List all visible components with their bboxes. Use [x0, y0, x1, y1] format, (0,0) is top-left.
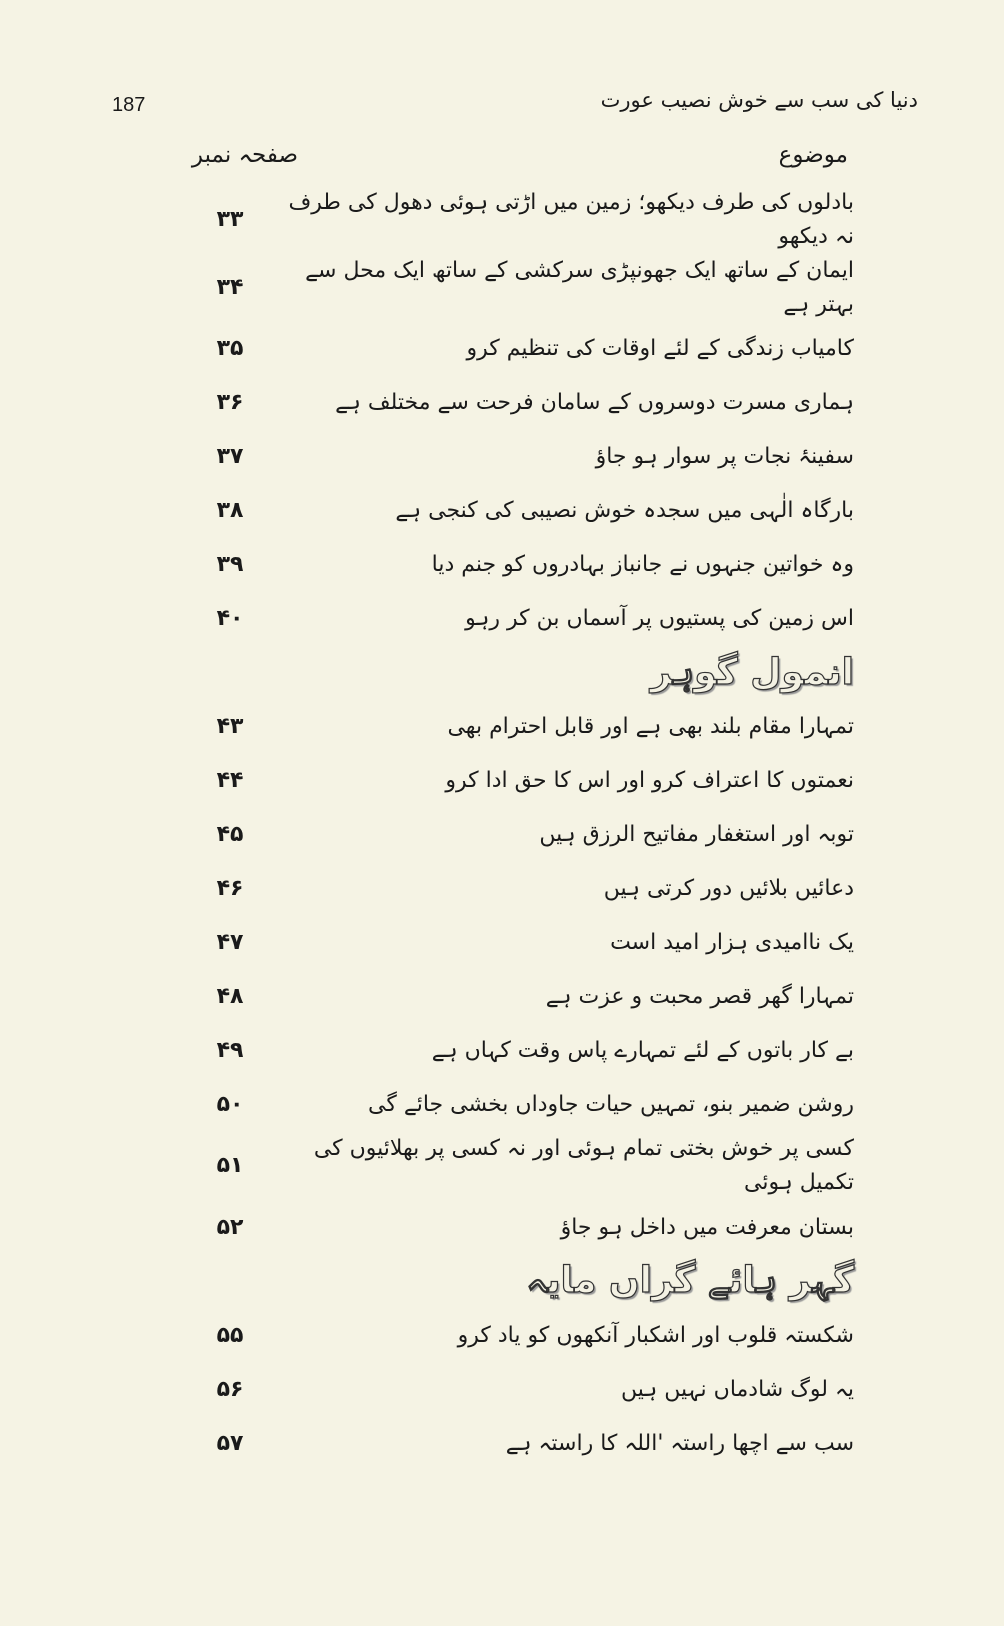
section-heading: گہر ہائے گراں مایہ: [525, 1260, 854, 1302]
toc-entry-page: ۴۴: [216, 768, 244, 794]
toc-entry-page: ۴۶: [216, 876, 244, 902]
toc-entry-page: ۳۹: [216, 552, 244, 578]
toc-entry-page: ۴۸: [216, 984, 244, 1010]
toc-entry-title: یہ لوگ شادماں نہیں ہیں: [621, 1376, 854, 1402]
toc-entry: [190, 1201, 854, 1255]
column-header-topic: موضوع: [778, 142, 848, 168]
toc-entry: [190, 700, 854, 754]
toc-entry: [190, 376, 854, 430]
toc-entry-page: ۳۶: [216, 390, 244, 416]
toc-entry: [190, 1132, 854, 1200]
table-of-contents: [190, 186, 854, 1471]
toc-entry-title: بستان معرفت میں داخل ہو جاؤ: [560, 1214, 854, 1240]
toc-entry: [190, 916, 854, 970]
section-row: [190, 1255, 854, 1309]
toc-entry-title: توبہ اور استغفار مفاتیح الرزق ہیں: [539, 822, 854, 848]
toc-entry: [190, 970, 854, 1024]
toc-entry: [190, 754, 854, 808]
page-number: 187: [112, 94, 146, 116]
toc-entry: [190, 592, 854, 646]
toc-entry: [190, 538, 854, 592]
section-row: [190, 646, 854, 700]
toc-entry-title: ہماری مسرت دوسروں کے سامان فرحت سے مختلف ہے: [335, 390, 854, 416]
column-header-page: صفحہ نمبر: [191, 142, 299, 168]
toc-entry-title: نعمتوں کا اعتراف کرو اور اس کا حق ادا کرو: [445, 768, 854, 794]
toc-entry-page: ۵۷: [216, 1430, 244, 1456]
toc-entry-title: کسی پر خوش بختی تمام ہوئی اور نہ کسی پر بھلائیوں کی تکمیل ہوئی: [313, 1136, 854, 1196]
toc-entry: [190, 430, 854, 484]
section-heading: انمول گوہر: [650, 652, 854, 694]
toc-entry: [190, 484, 854, 538]
toc-entry-page: ۵۲: [216, 1214, 244, 1240]
toc-entry: [190, 1417, 854, 1471]
toc-entry-title: اس زمین کی پستیوں پر آسماں بن کر رہو: [465, 606, 854, 632]
toc-entry-title: کامیاب زندگی کے لئے اوقات کی تنظیم کرو: [466, 336, 854, 362]
toc-entry: [190, 322, 854, 376]
toc-entry-title: روشن ضمیر بنو، تمہیں حیات جاوداں بخشی جائے گی: [368, 1092, 854, 1118]
toc-entry-title: ایمان کے ساتھ ایک جھونپڑی سرکشی کے ساتھ ایک محل سے بہتر ہے: [305, 258, 854, 318]
toc-entry-title: تمہارا مقام بلند بھی ہے اور قابل احترام بھی: [447, 714, 854, 740]
toc-entry-title: بادلوں کی طرف دیکھو؛ زمین میں اڑتی ہوئی دھول کی طرف نہ دیکھو: [288, 190, 854, 250]
toc-entry: [190, 862, 854, 916]
toc-entry-page: ۴۵: [216, 822, 244, 848]
toc-entry-page: ۳۴: [216, 275, 244, 301]
toc-entry-page: ۴۳: [216, 714, 244, 740]
toc-entry: [190, 186, 854, 254]
toc-entry-page: ۴۰: [216, 606, 244, 632]
toc-entry-title: یک ناامیدی ہزار امید است: [610, 930, 854, 956]
toc-entry-page: ۴۹: [216, 1038, 244, 1064]
toc-entry-page: ۳۷: [216, 444, 244, 470]
toc-entry-title: شکستہ قلوب اور اشکبار آنکھوں کو یاد کرو: [457, 1322, 854, 1348]
toc-entry-page: ۵۶: [216, 1376, 244, 1402]
toc-entry-page: ۵۵: [216, 1322, 244, 1348]
toc-entry: [190, 1024, 854, 1078]
toc-entry-page: ۳۵: [216, 336, 244, 362]
toc-entry-title: سب سے اچھا راستہ 'اللہ کا راستہ ہے: [505, 1430, 854, 1456]
toc-entry-title: وہ خواتین جنہوں نے جانباز بہادروں کو جنم دیا: [431, 552, 854, 578]
running-title: دنیا کی سب سے خوش نصیب عورت: [600, 88, 918, 112]
toc-entry-page: ۵۱: [216, 1153, 244, 1179]
toc-entry: [190, 1309, 854, 1363]
toc-entry-title: سفینۂ نجات پر سوار ہو جاؤ: [595, 444, 854, 470]
toc-entry-title: بے کار باتوں کے لئے تمہارے پاس وقت کہاں ہے: [431, 1038, 854, 1064]
toc-entry-page: ۳۸: [216, 498, 244, 524]
toc-entry-page: ۵۰: [216, 1092, 244, 1118]
toc-entry: [190, 1363, 854, 1417]
toc-entry-title: دعائیں بلائیں دور کرتی ہیں: [603, 876, 854, 902]
toc-entry: [190, 808, 854, 862]
toc-entry-page: ۳۳: [216, 207, 244, 233]
toc-entry-title: بارگاہ الٰہی میں سجدہ خوش نصیبی کی کنجی ہے: [395, 498, 854, 524]
toc-entry-title: تمہارا گھر قصر محبت و عزت ہے: [545, 984, 854, 1010]
toc-entry-page: ۴۷: [216, 930, 244, 956]
toc-entry: [190, 254, 854, 322]
toc-entry: [190, 1078, 854, 1132]
